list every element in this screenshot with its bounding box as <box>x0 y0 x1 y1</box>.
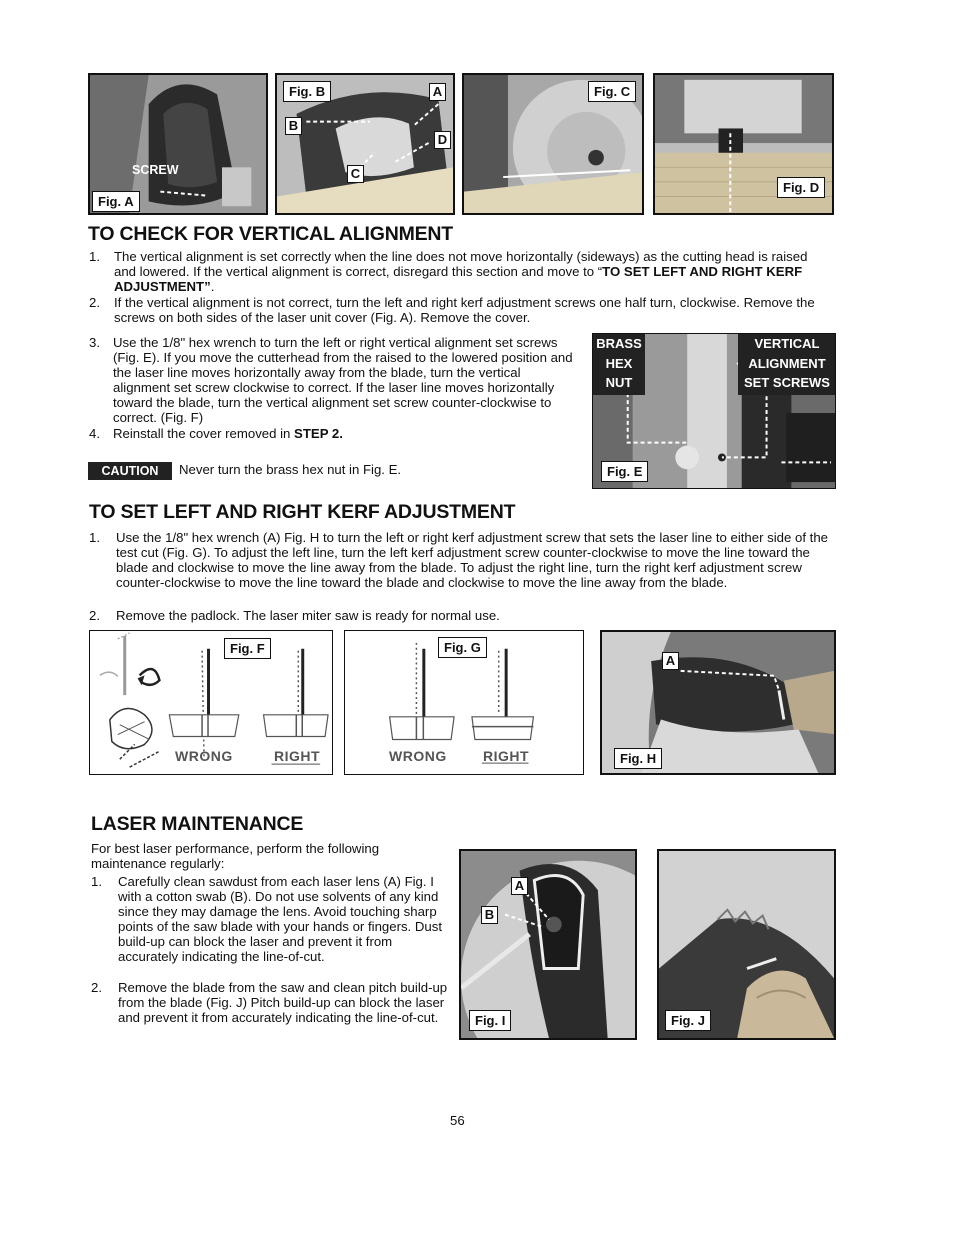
item-bold: TO SET LEFT AND RIGHT KERF ADJUSTMENT” <box>114 264 803 294</box>
fig-c-label: Fig. C <box>588 81 636 102</box>
item-text: Use the 1/8" hex wrench (A) Fig. H to turn the left or right kerf adjustment screw that sets the laser line to either side of the test cut (Fig. G). To adjust the left line, turn the left kerf adjustment screw counter-clockwise to move the line toward the blade and clockwise to move the line away from the blade. To adjust the right line, turn the right kerf adjustment screw counter-clockwise to move the line toward the blade and clockwise to move the line away from the blade. <box>116 530 829 590</box>
item-text: Reinstall the cover removed in <box>113 426 295 441</box>
fig-i-letter-a: A <box>511 877 528 895</box>
caution-text: Never turn the brass hex nut in Fig. E. <box>179 462 402 477</box>
fig-h-label: Fig. H <box>614 748 662 769</box>
fig-h-letter-a: A <box>662 652 679 670</box>
figure-c-photo <box>462 73 644 215</box>
fig-b-letter-b: B <box>285 117 302 135</box>
figure-g-diagram <box>344 630 584 775</box>
vertical-item-1: 1. The vertical alignment is set correctly when the line does not move horizontally (sideways) as the cutting head is raised and lowered. If the vertical alignment is correct, disregard this section and move to “TO SET LEFT AND RIGHT KERF ADJUSTMENT”. <box>89 249 808 294</box>
right-label: RIGHT <box>483 748 530 764</box>
figure-f-diagram <box>89 630 333 775</box>
maintenance-item-2 <box>91 980 451 1025</box>
figure-i-photo <box>459 849 637 1040</box>
fig-g-label: Fig. G <box>438 637 487 658</box>
fig-j-label: Fig. J <box>665 1010 711 1031</box>
figure-j-photo <box>657 849 836 1040</box>
screw-callout: SCREW <box>132 163 179 177</box>
vertical-item-4 <box>89 426 581 441</box>
wrong-label: WRONG <box>175 748 233 764</box>
fig-b-letter-d: D <box>434 131 451 149</box>
item-number: 2. <box>89 608 100 623</box>
fig-d-label: Fig. D <box>777 177 825 198</box>
fig-b-letter-a: A <box>429 83 446 101</box>
fig-f-label: Fig. F <box>224 638 271 659</box>
item-number: 1. <box>89 249 100 264</box>
kerf-item-2 <box>89 608 829 623</box>
brass-hex-nut-callout: BRASS HEX NUT <box>593 334 645 395</box>
figure-e-photo <box>592 333 836 489</box>
item-number: 2. <box>89 295 100 310</box>
figure-b-photo <box>275 73 455 215</box>
caution-badge: CAUTION <box>88 462 172 480</box>
maintenance-item-1 <box>91 874 451 964</box>
item-text: Use the 1/8" hex wrench to turn the left or right vertical alignment set screws (Fig. E). If you move the cutterhead from the raised to the lowered position and the laser line moves horizontally away from the blade, turn the vertical alignment set screw clockwise to correct. If the laser line moves horizontally toward the blade, turn the vertical alignment set screw counter-clockwise to correct. (Fig. F) <box>113 335 573 425</box>
item-bold: STEP 2. <box>294 426 343 441</box>
item-number: 3. <box>89 335 100 350</box>
wrong-label: WRONG <box>389 748 447 764</box>
page-number: 56 <box>450 1113 465 1128</box>
item-text: Remove the padlock. The laser miter saw is ready for normal use. <box>116 608 500 623</box>
vertical-item-2 <box>89 295 824 325</box>
maintenance-intro: For best laser performance, perform the following maintenance regularly: <box>91 841 380 871</box>
item-number: 4. <box>89 426 100 441</box>
fig-b-letter-c: C <box>347 165 364 183</box>
item-text: If the vertical alignment is not correct, turn the left and right kerf adjustment screws one half turn, clockwise. Remove the screws on both sides of the laser unit cover (Fig. A). Remove the cover. <box>114 295 815 325</box>
fig-i-letter-b: B <box>481 906 498 924</box>
fig-i-label: Fig. I <box>469 1010 511 1031</box>
vertical-item-3 <box>89 335 581 425</box>
vertical-alignment-set-screws-callout: VERTICAL ALIGNMENT SET SCREWS <box>738 334 836 395</box>
item-text: Remove the blade from the saw and clean pitch build-up from the blade (Fig. J) Pitch build-up can block the laser and prevent it from accurately indicating the line-of-cut. <box>118 980 448 1025</box>
fig-a-label: Fig. A <box>92 191 140 212</box>
item-number: 2. <box>91 980 102 995</box>
fig-b-label: Fig. B <box>283 81 331 102</box>
figure-d-photo <box>653 73 834 215</box>
kerf-item-1 <box>89 530 829 590</box>
laser-maintenance-heading: LASER MAINTENANCE <box>91 813 304 835</box>
fig-e-label: Fig. E <box>601 461 648 482</box>
kerf-adjustment-heading: TO SET LEFT AND RIGHT KERF ADJUSTMENT <box>89 501 516 523</box>
figure-h-photo <box>600 630 836 775</box>
figure-a-photo <box>88 73 268 215</box>
item-text: The vertical alignment is set correctly when the line does not move horizontally (sideways) as the cutting head is raised and lowered. If the vertical alignment is correct, disregard this section and move to “ <box>114 249 808 279</box>
vertical-alignment-heading: TO CHECK FOR VERTICAL ALIGNMENT <box>88 223 454 245</box>
right-label: RIGHT <box>274 748 321 764</box>
item-number: 1. <box>89 530 100 545</box>
item-text: Carefully clean sawdust from each laser lens (A) Fig. I with a cotton swab (B). Do not use solvents of any kind since they may damage the lens. Avoid touching sharp points of the saw blade with your hands or fingers. Dust build-up can block the laser and prevent it from accurately indicating the line-of-cut. <box>118 874 443 964</box>
item-number: 1. <box>91 874 102 889</box>
